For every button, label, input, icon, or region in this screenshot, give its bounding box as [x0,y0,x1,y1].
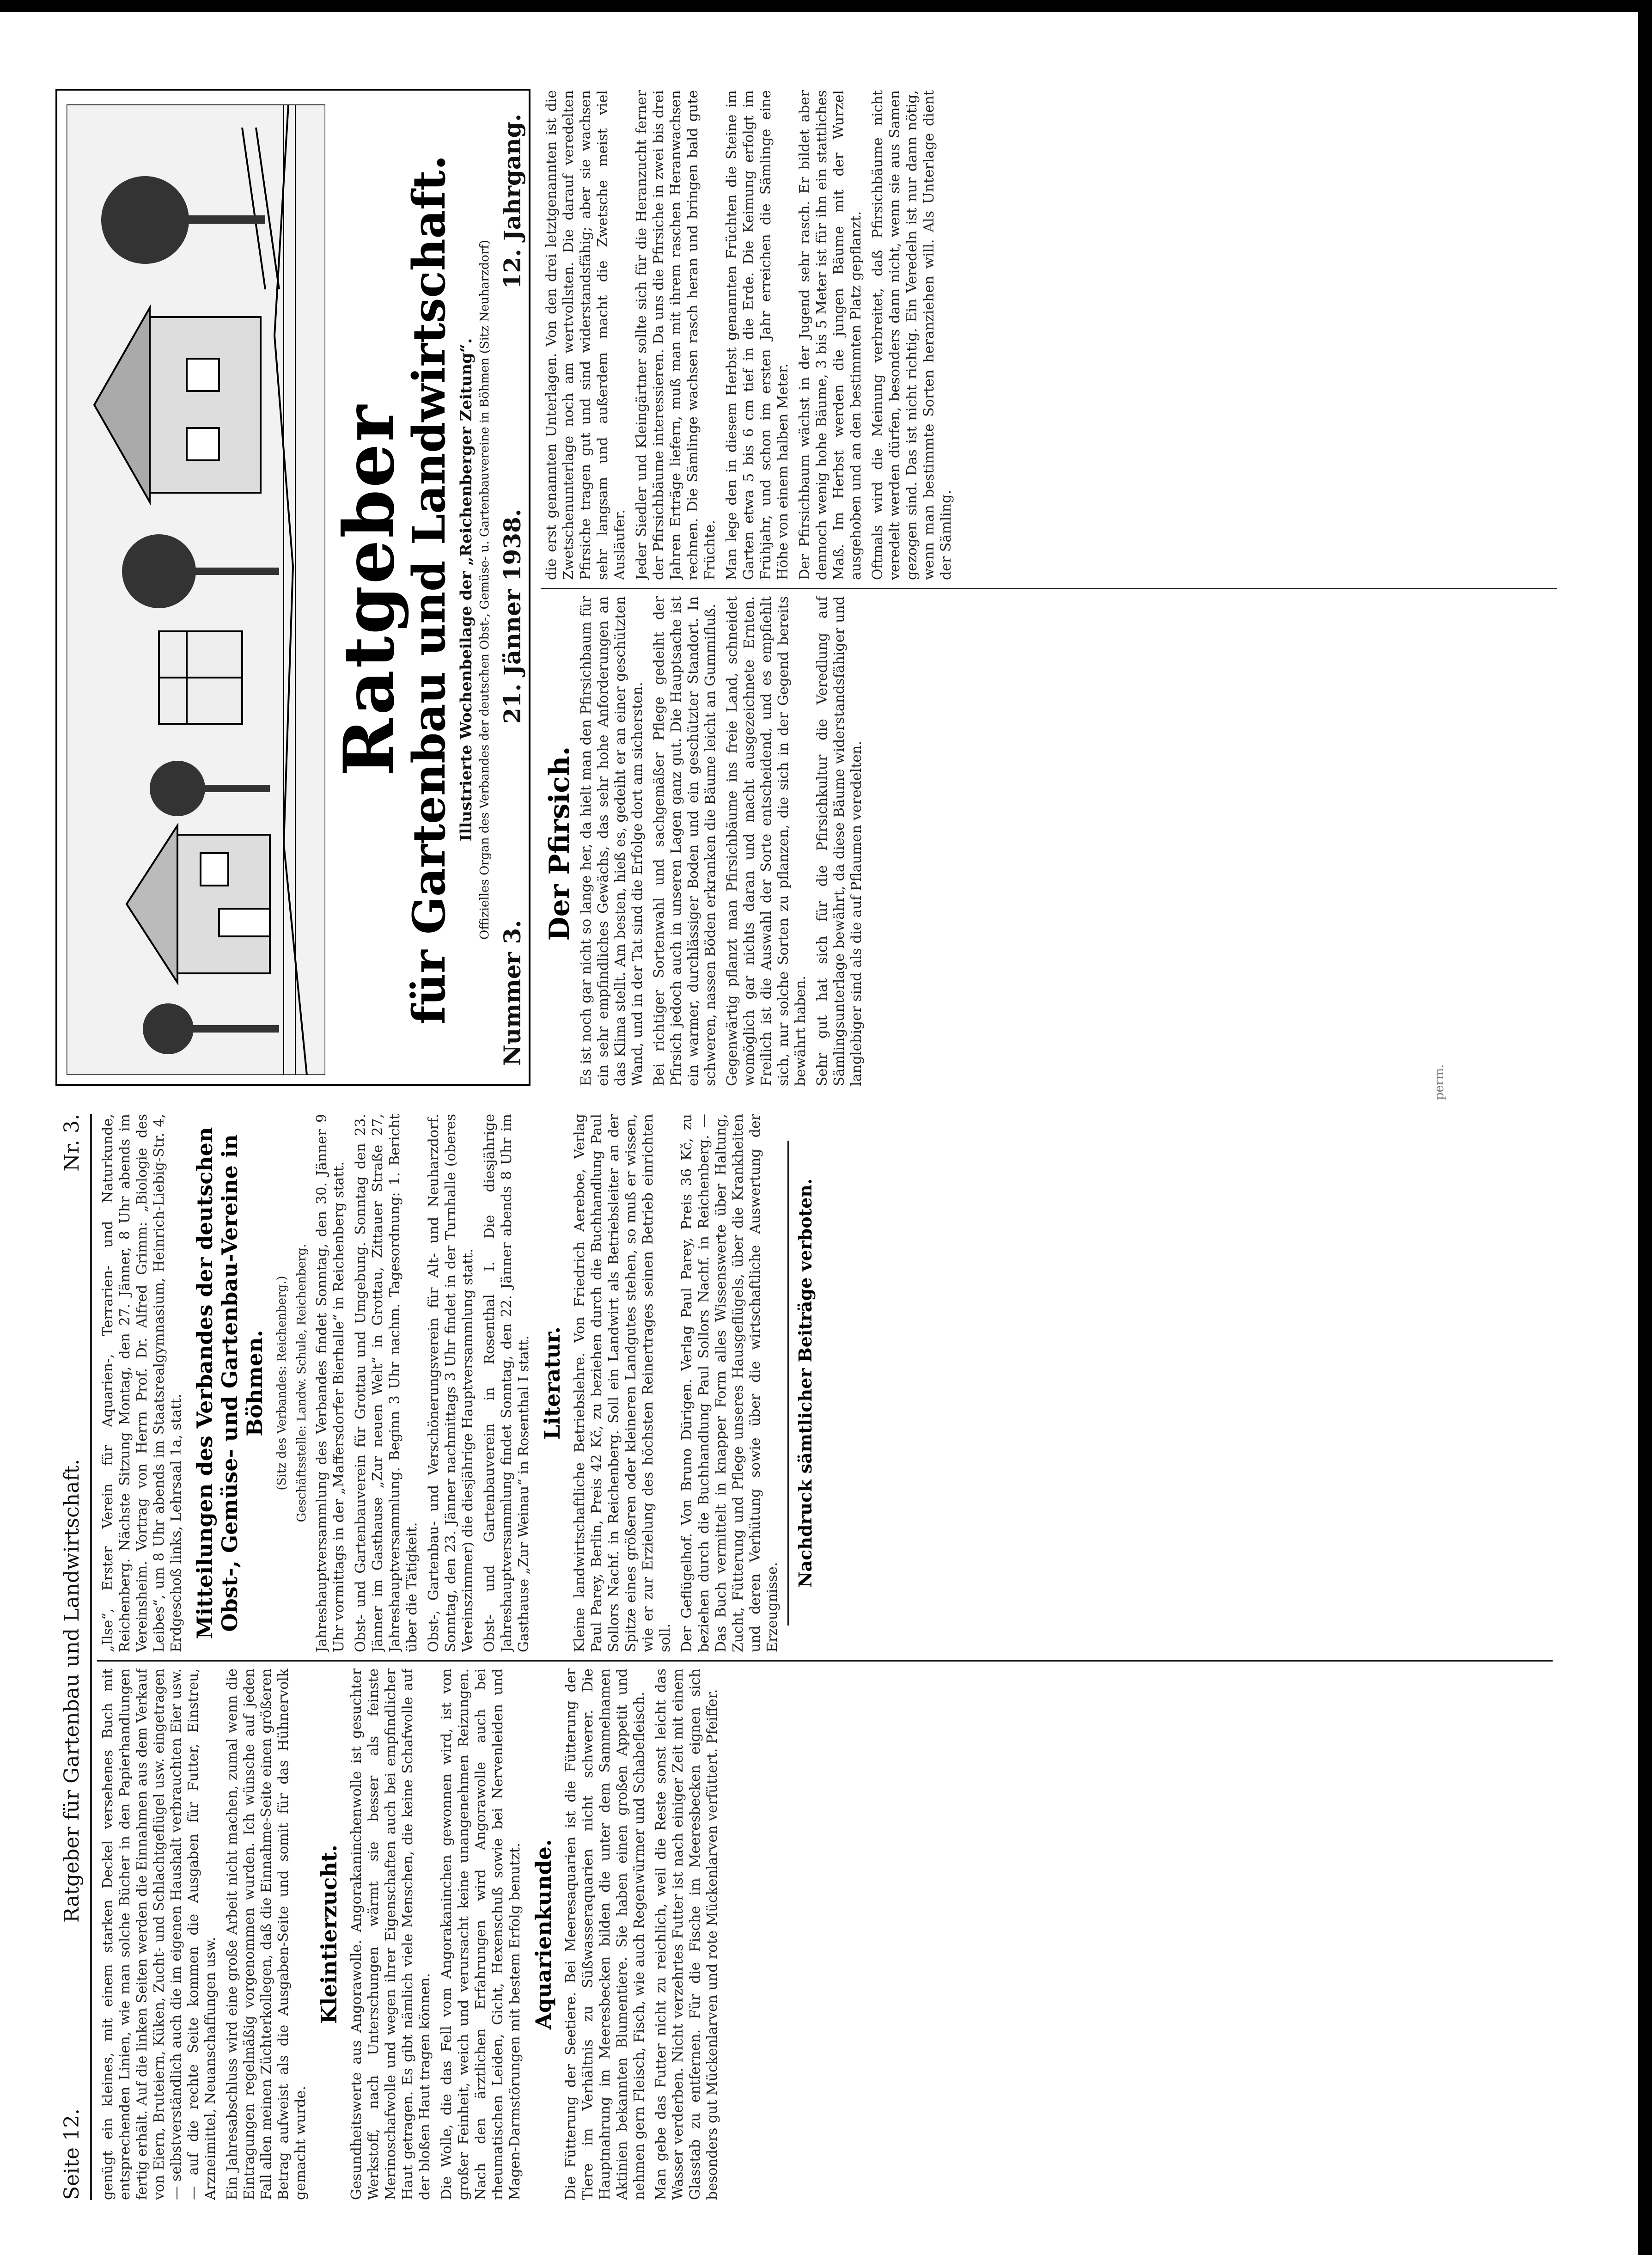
article-column-1 [578,596,1562,1086]
paragraph: Die Wolle, die das Fell vom Angorakaninchen gewonnen wird, ist von großer Feinheit, weich und verursacht keine unangenehmen Reizungen. Nach den ärztlichen Erfahrungen wird Angorawolle auch bei rheumatischen Leiden, Gicht, Hexenschuß sowie bei Nervenleiden und Magen-Darmstörungen mit bestem Erfolg benutzt. [439,1668,523,2200]
garden-illustration [67,104,325,1075]
paragraph: Obst- und Gartenbauverein für Grottau und Umgebung. Sonntag den 23. Jänner im Gasthause „Zur neuen Welt“ in Grottau, Zittauer Straße 27, Jahreshauptversammlung. Beginn 3 Uhr nachm. Tagesordnung: 1. Bericht über die Tätigkeit. [353,1114,420,1652]
issue-number: Nummer 3. [499,920,526,1066]
issue-line [499,104,524,1075]
paragraph: Die Fütterung der Seetiere. Bei Meeresaquarien ist die Fütterung der Tiere im Verhältnis zu Süßwasseraquarien nicht schwerer. Die Hauptnahrung im Meeresbecken bilden die unter dem Sammelnamen Aktinien bekannten Blumentiere. Sie haben einen großen Appetit und nehmen gern Fleisch, Fisch, wie auch Regenwürmer und Schabefleisch. [563,1668,647,2200]
paragraph: „Ilse“, Erster Verein für Aquarien-, Terrarien- und Naturkunde, Reichenberg. Nächste Sitzung Montag, den 27. Jänner, 8 Uhr abends im Vereinsheim. Vortrag von Herrn Prof. Dr. Alfred Grimm: „Biologie des Leibes“, um 8 Uhr abends im Staatsrealgymnasium, Heinrich-Liebig-Str. 4, Erdgeschoß links, Lehrsaal 1a, statt. [100,1114,184,1652]
masthead-supplement-line: Illustrierte Wochenbeilage der „Reichenberger Zeitung“. [457,338,475,842]
paragraph: die erst genannten Unterlagen. Von den drei letztgenannten ist die Zwetschenunterlage noch am wertvollsten. Die darauf veredelten Pfirsiche tragen gut und sind widerstandsfähig; aber sie wachsen sehr langsam und außerdem macht die Zwetsche meist viel Ausläufer. [543,90,628,580]
paragraph: Bei richtiger Sortenwahl und sachgemäßer Pflege gedeiht der Pfirsich jedoch auch in unseren Lagen ganz gut. Die Hauptsache ist ein warmer, durchlässiger Boden und ein geschützter Standort. In schweren, nassen Böden erkranken die Bäume leicht an Gummifluß. [651,596,719,1086]
paragraph: Kleine landwirtschaftliche Betriebslehre. Von Friedrich Aereboe, Verlag Paul Parey, Berlin, Preis 42 Kč, zu beziehen durch die Buchhandlung Paul Sollors Nachf. in Reichenberg. Soll ein Landwirt als Betriebsleiter an der Spitze eines größeren oder kleineren Landgutes stehen, so muß er wissen, wie er zur Erzielung des höchsten Reinertrages seinen Betrieb einrichten soll. [572,1114,673,1652]
paragraph: Man gebe das Futter nicht zu reichlich, weil die Reste sonst leicht das Wasser verderben. Nicht verzehrtes Futter ist nach einiger Zeit mit einem Glasstab zu entfernen. Für die Fische im Meeresbecken eignen sich besonders gut Mückenlarven und rote Mückenlarven verfüttert. Pfeiffer. [653,1668,720,2200]
scan-border-top [0,0,1652,12]
issue-date: 21. Jänner 1938. [499,508,526,724]
paragraph: genügt ein kleines, mit einem starken Deckel versehenes Buch mit entsprechenden Linien, wie man solche Bücher in den Papierhandlungen fertig erhält. Auf die linken Seiten werden die Einnahmen aus dem Verkauf von Eiern, Bruteiern, Küken, Zucht- und Schlachtgeflügel usw. eingetragen — selbstverständlich auch die im eigenen Haushalt verbrauchten Eier usw. — auf die rechte Seite kommen die Ausgaben für Futter, Einstreu, Arzneimittel, Neuanschaffungen usw. [100,1668,219,2200]
paragraph: Gesundheitswerte aus Angorawolle. Angorakaninchenwolle ist gesuchter Werkstoff, nach Unterschungen wärmt sie besser als feinste Merinoschafwolle und wegen ihrer Eigenschaften auch bei empfindlicher Haut getragen. Es gibt nämlich viele Menschen, die keine Schafwolle auf der bloßen Haut tragen können. [348,1668,433,2200]
paragraph: Jahreshauptversammlung des Verbandes findet Sonntag, den 30. Jänner 9 Uhr vormittags in der „Maffersdorfer Bierhalle“ in Reichenberg statt. [314,1114,347,1652]
running-title: Ratgeber für Gartenbau und Landwirtschaft. [60,1459,84,1923]
reprint-notice: Nachdruck sämtlicher Beiträge verboten. [795,1178,816,1588]
masthead-organ-line: Offizielles Organ des Verbandes der deutschen Obst-, Gemüse- u. Gartenbauvereine in Böhmen (Sitz Neuharzdorf) [478,239,492,940]
left-column-2 [99,1114,1560,1652]
article-column-2 [543,90,1560,580]
mitteilungen-subline: (Sitz des Verbandes: Reichenberg.) [275,1276,289,1491]
paragraph: Man lege den in diesem Herbst genannten Früchten die Steine im Garten etwa 5 bis 6 cm tief in die Erde. Die Keimung erfolgt im Frühjahr, und schon im ersten Jahr erreichen die Sämlinge eine Höhe von einem halben Meter. [724,90,791,580]
issue-number-label: Nr. 3. [60,1114,84,1172]
masthead [55,89,530,1086]
newspaper-page [46,69,1585,2228]
paragraph: Obst- und Gartenbauverein in Rosenthal I. Die diesjährige Jahreshauptversammlung findet Sonntag, den 22. Jänner abends 8 Uhr im Gasthause „Zur Weinau“ in Rosenthal I statt. [482,1114,532,1652]
rotated-spread [46,69,1585,2228]
paragraph: Oftmals wird die Meinung verbreitet, daß Pfirsichbäume nicht veredelt werden dürfen, besonders dann nicht, wenn sie aus Samen gezogen sind. Das ist nicht richtig. Ein Veredeln ist nur dann nötig, wenn man bestimmte Sorten heranziehen will. Als Unterlage dient der Sämling. [870,90,954,580]
running-head [55,1114,88,2200]
notice-rule [787,1141,789,1626]
running-head-rule [90,1114,92,2200]
paragraph: Gegenwärtig pflanzt man Pfirsichbäume ins freie Land, schneidet womöglich gar nichts daran und macht ausgezeichnete Ernten. Freilich ist die Auswahl der Sorte entscheidend, und es empfiehlt sich, nur solche Sorten zu pflanzen, die sich in der Gegend bereits bewährt haben. [724,596,809,1086]
section-heading-kleintierzucht: Kleintierzucht. [317,1844,341,2024]
paragraph: Der Geflügelhof. Von Bruno Dürigen. Verlag Paul Parey, Preis 36 Kč, zu beziehen durch die Buchhandlung Paul Sollors Nachf. in Reichenberg. — Das Buch vermittelt in knapper Form alles Wissenswerte über Haltung, Zucht, Fütterung und Pflege unseres Hausgeflügels, über die Krankheiten und deren Verhütung sowie über die wirtschaftliche Auswertung der Erzeugnisse. [679,1114,780,1652]
paragraph: Sehr gut hat sich für die Pfirsichkultur die Veredlung auf Sämlingsunterlage bewährt, da diese Bäume widerstandsfähiger und langlebiger sind als die auf Pflaumen veredelten. [814,596,865,1086]
article-column-rule [541,588,1557,589]
masthead-title: Ratgeber [329,403,410,776]
volume: 12. Jahrgang. [499,114,526,289]
section-heading-literatur: Literatur. [540,1326,565,1440]
page-label: Seite 12. [60,2108,84,2200]
article-heading: Der Pfirsich. [543,746,576,941]
scan-border-right [1638,0,1652,2255]
paragraph: Ein Jahresabschluss wird eine große Arbeit nicht machen, zumal wenn die Eintragungen regelmäßig vorgenommen wurden. Ich wünsche auf jeden Fall allen meinen Züchterkollegen, daß die Einnahme-Seite einen größeren Betrag aufweist als die Ausgaben-Seite und somit für das Hühnervolk gemacht wurde. [224,1668,309,2200]
paragraph: Jeder Siedler und Kleingärtner sollte sich für die Heranzucht ferner der Pfirsichbäume interessieren. Da uns die Pfirsiche in zwei bis drei Jahren Erträge liefern, muß man mit ihrem raschen Heranwachsen rechnen. Die Sämlinge wachsen rasch heran und bringen bald gute Früchte. [634,90,718,580]
section-heading-mitteilungen: Mitteilungen des Verbandes der deutschen Obst-, Gemüse- und Gartenbau-Vereine in Böhmen. [192,1127,267,1639]
masthead-subtitle-title: für Gartenbau und Landwirtschaft. [403,155,455,1025]
paragraph: Obst-, Gartenbau- und Verschönerungsverein für Alt- und Neuharzdorf. Sonntag, den 23. Jänner nachmittags 3 Uhr findet in der Turnhalle (oberes Vereinszimmer) die diesjährige Hauptversammlung statt. [426,1114,476,1652]
paragraph: Es ist noch gar nicht so lange her, da hielt man den Pfirsichbaum für ein sehr empfindliches Gewächs, das sehr hohe Anforderungen an das Klima stellt. Am besten, hieß es, gedeiht er an einer geschützten Wand, und in der Tat sind die Erfolge dort am sichersten. [578,596,646,1086]
column-rule [97,1660,1553,1662]
section-heading-aquarienkunde: Aquarienkunde. [531,1839,556,2029]
stray-mark: perm. [1433,1064,1446,1100]
left-column-1 [99,1668,1560,2200]
mitteilungen-subline-2: Geschäftsstelle: Landw. Schule, Reichenberg. [295,1244,309,1522]
paragraph: Der Pfirsichbaum wächst in der Jugend sehr rasch. Er bildet aber dennoch wenig hohe Bäume, 3 bis 5 Meter ist für ihn ein stattliches Maß. Im Herbst werden die jungen Bäume mit der Wurzel ausgehoben und an den bestimmten Platz gepflanzt. [797,90,864,580]
